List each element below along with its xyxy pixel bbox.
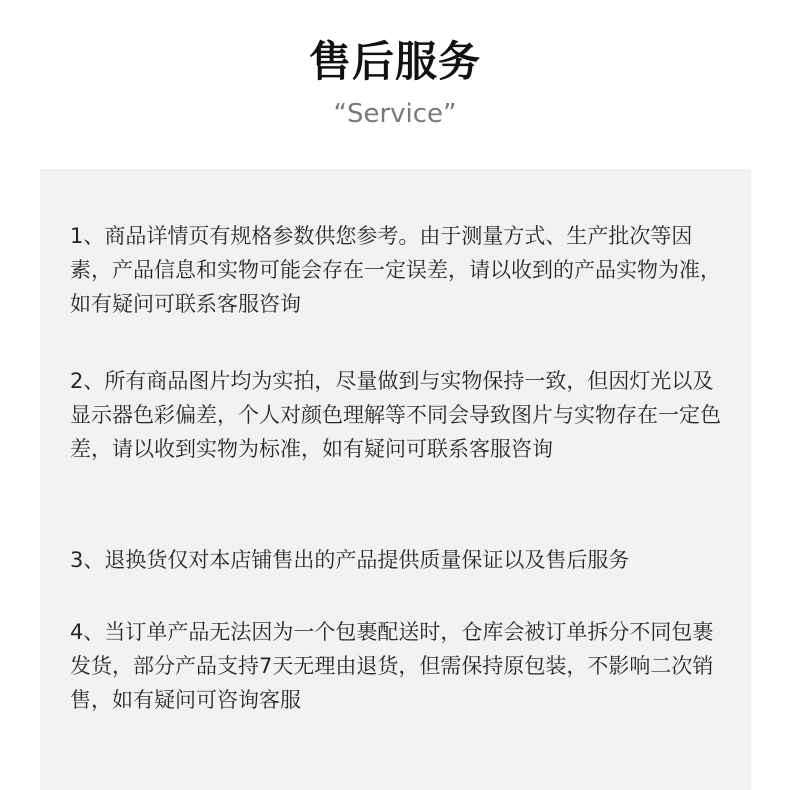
service-item-1: 1、商品详情页有规格参数供您参考。由于测量方式、生产批次等因素，产品信息和实物可能会存在一定误差，请以收到的产品实物为准，如有疑问可联系客服咨询: [70, 224, 721, 316]
page-title: 售后服务: [308, 37, 481, 86]
service-info-panel: [40, 169, 751, 790]
service-item-3: 3、退换货仅对本店铺售出的产品提供质量保证以及售后服务: [70, 548, 630, 572]
service-item-4: 4、当订单产品无法因为一个包裹配送时，仓库会被订单拆分不同包裹发货，部分产品支持7天无理由退货，但需保持原包装，不影响二次销售，如有疑问可咨询客服: [70, 620, 714, 712]
page-subtitle: “Service”: [333, 99, 457, 129]
service-item-2: 2、所有商品图片均为实拍，尽量做到与实物保持一致，但因灯光以及显示器色彩偏差，个人对颜色理解等不同会导致图片与实物存在一定色差，请以收到实物为标准，如有疑问可联系客服咨询: [70, 369, 721, 461]
